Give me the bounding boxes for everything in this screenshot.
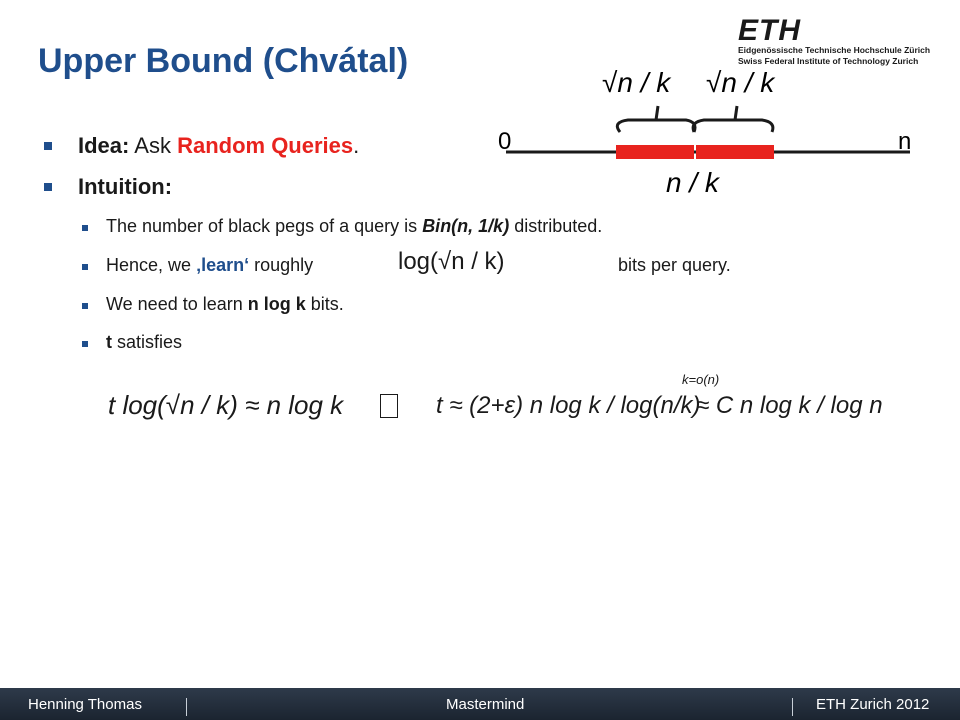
roughly-formula-text: log(√n / k): [398, 248, 505, 275]
sub-bullet-1: [106, 216, 602, 237]
formula-1-text: t log(√n / k) ≈ n log k: [108, 390, 344, 420]
footer-separator: [792, 698, 793, 716]
top-label-1: √n / k: [602, 67, 671, 98]
footer-institution: ETH Zurich 2012: [816, 696, 930, 713]
sub-bullet-square: [82, 225, 88, 231]
formula-1: [108, 390, 343, 421]
formula-2-text: t ≈ (2+ε) n log k / log(n/k): [436, 392, 701, 419]
eth-line2: Swiss Federal Institute of Technology Zurich: [738, 56, 919, 66]
idea-highlight: Random Queries: [177, 133, 354, 158]
s4-t: t: [106, 332, 112, 352]
formula-2: [436, 392, 700, 420]
eth-line1: Eidgenössische Technische Hochschule Zürich: [738, 45, 931, 55]
formula-3-text: ≈ C n log k / log n: [696, 392, 883, 419]
sub-bullet-square: [82, 264, 88, 270]
s4-text: satisfies: [117, 332, 183, 352]
roughly-formula: [398, 248, 505, 276]
top-label-2: √n / k: [706, 67, 775, 98]
s2-learn: ‚learn‘: [196, 255, 250, 275]
s1-bin: Bin(n, 1/k): [422, 216, 510, 236]
s3-bold: n log k: [247, 294, 306, 314]
sub-bullet-3: [106, 294, 344, 315]
label-n: n: [898, 128, 912, 155]
bracket-right: [693, 120, 773, 132]
formula-3-condition: k=o(n): [682, 372, 720, 387]
bracket-left: [617, 120, 695, 132]
bracket-right-tick: [735, 106, 737, 120]
interval-diagram: [490, 52, 920, 202]
footer-topic: Mastermind: [446, 696, 525, 713]
sub-bullet-2-end: bits per query.: [618, 255, 731, 275]
red-segment-right: [696, 145, 774, 159]
idea-text: Ask: [134, 133, 171, 158]
formula-3: [696, 392, 883, 420]
s1-text: The number of black pegs of a query is: [106, 216, 418, 236]
eth-wordmark: ETH: [738, 14, 801, 47]
s3-text: We need to learn: [106, 294, 243, 314]
bracket-left-tick: [656, 106, 658, 120]
footer-bar: [0, 688, 960, 720]
implies-box: [380, 394, 398, 418]
idea-bullet: [78, 133, 359, 159]
s2-roughly: roughly: [254, 255, 314, 275]
red-segment-left: [616, 145, 694, 159]
s3-end: bits.: [310, 294, 344, 314]
label-zero: 0: [498, 128, 512, 155]
idea-end: .: [353, 133, 360, 158]
bullet-square: [44, 142, 52, 150]
intuition-bullet: [78, 174, 172, 200]
bullet-square: [44, 183, 52, 191]
page-title: Upper Bound (Chvátal): [38, 42, 409, 80]
sub-bullet-2: [106, 255, 313, 276]
intuition-label: Intuition:: [78, 174, 173, 199]
sub-bullet-4: [106, 332, 182, 353]
footer-author: Henning Thomas: [28, 696, 142, 713]
s2-text: Hence, we: [106, 255, 192, 275]
s1-end: distributed.: [514, 216, 603, 236]
idea-label: Idea:: [78, 133, 130, 158]
sub-bullet-square: [82, 341, 88, 347]
sub-bullet-square: [82, 303, 88, 309]
bottom-label: n / k: [666, 167, 719, 198]
footer-separator: [186, 698, 187, 716]
